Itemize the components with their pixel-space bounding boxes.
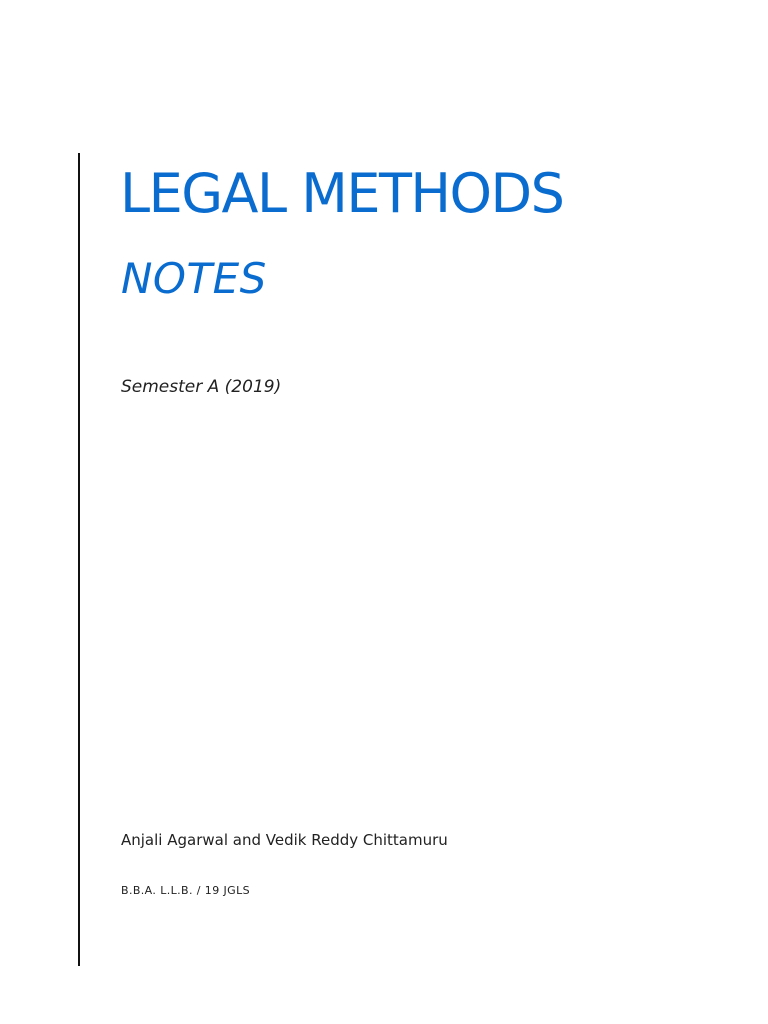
authors-line: Anjali Agarwal and Vedik Reddy Chittamuru (121, 831, 448, 849)
course-line: B.B.A. L.L.B. / 19 JGLS (121, 884, 250, 897)
semester-label: Semester A (2019) (121, 377, 282, 397)
document-subtitle: NOTES (121, 254, 267, 303)
document-title: LEGAL METHODS (120, 162, 564, 225)
vertical-rule (78, 153, 80, 966)
